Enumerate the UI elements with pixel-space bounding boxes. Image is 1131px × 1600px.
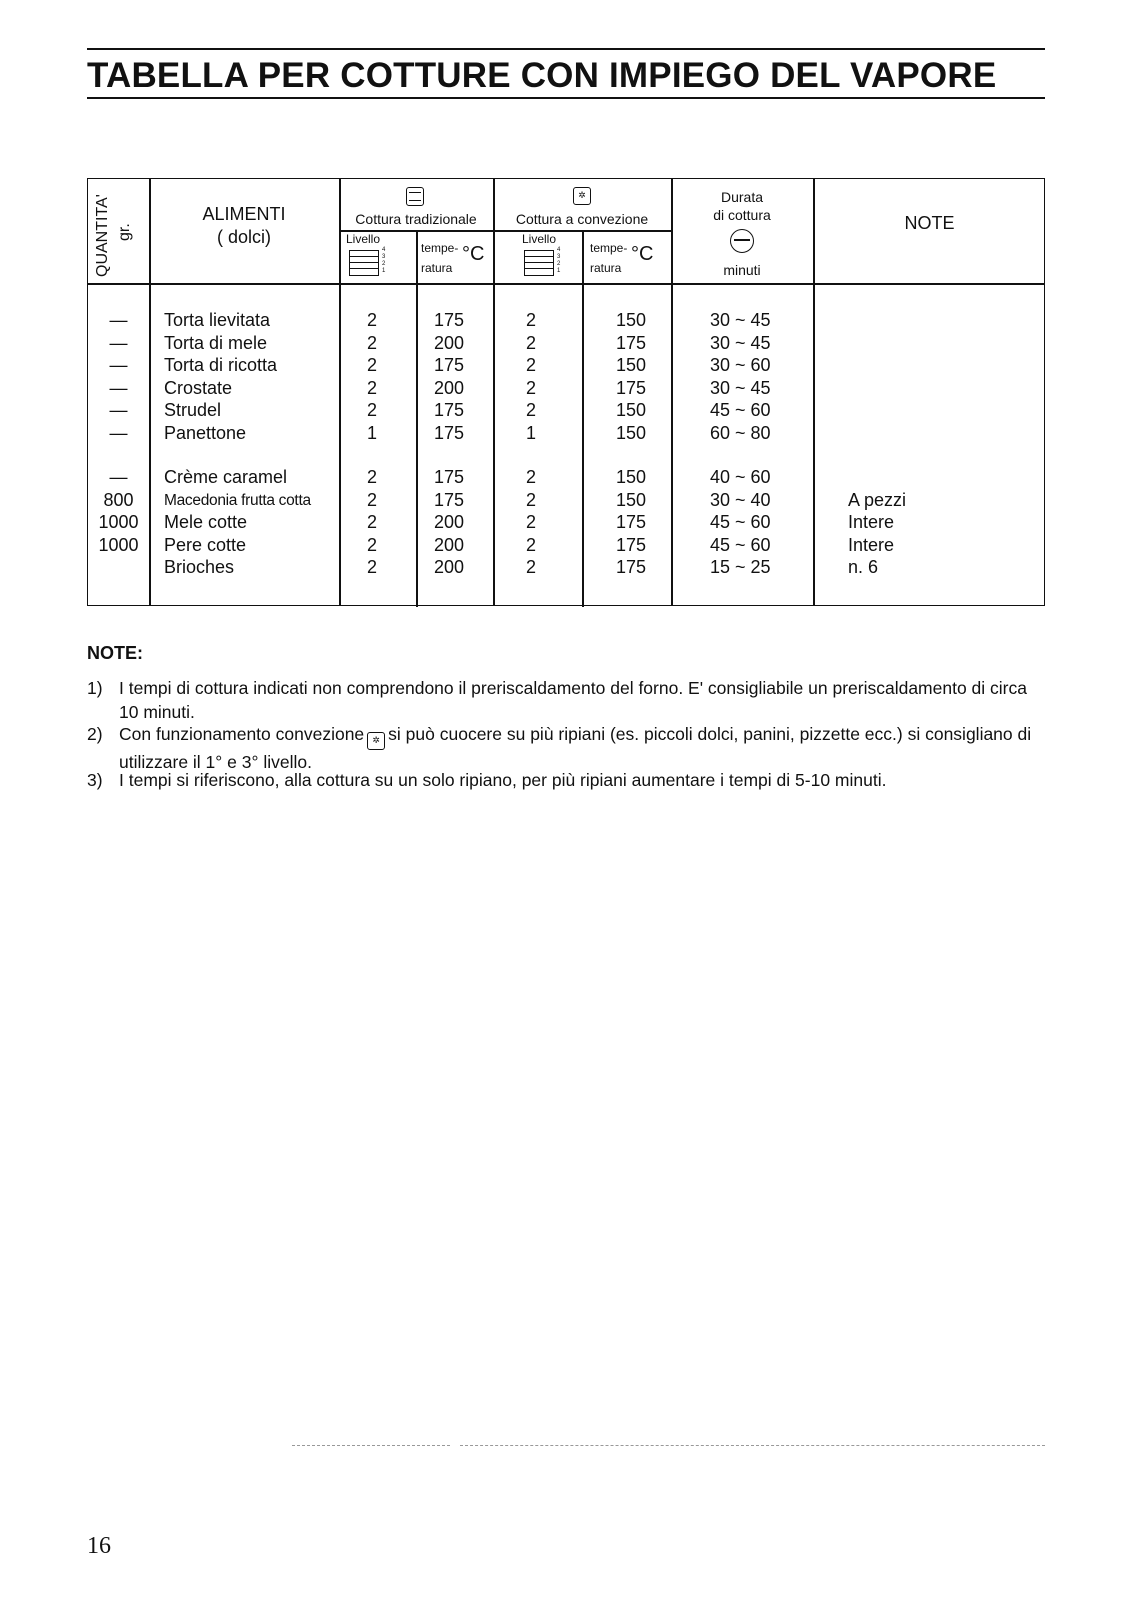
cell-c-level: 2 xyxy=(526,377,537,398)
cell-t-level: 2 xyxy=(367,332,378,353)
cell-time: 40 ~ 60 xyxy=(710,467,771,487)
cell-t-temp: 175 xyxy=(434,400,465,420)
note-header: NOTE xyxy=(904,213,955,233)
cell-c-level: 2 xyxy=(526,310,537,330)
cell-c-level: 2 xyxy=(526,534,537,555)
col-divider xyxy=(339,179,341,605)
note-item xyxy=(87,676,1047,724)
cell-qty: — xyxy=(109,467,128,487)
col-divider xyxy=(813,179,815,605)
cell-t-temp: 200 xyxy=(434,512,465,532)
foods-subheader: ( dolci) xyxy=(216,227,271,247)
cell-t-temp: 200 xyxy=(434,534,465,555)
clock-icon xyxy=(730,229,754,253)
cell-food: Panettone xyxy=(164,422,247,443)
title-top-rule xyxy=(87,48,1045,50)
cell-food: Pere cotte xyxy=(164,534,247,555)
cell-time: 45 ~ 60 xyxy=(710,400,771,420)
cell-time: 15 ~ 25 xyxy=(710,557,771,577)
cell-c-temp: 175 xyxy=(616,534,647,555)
cell-time: 45 ~ 60 xyxy=(710,512,771,532)
header-bottom-line xyxy=(88,283,1044,285)
cell-note: A pezzi xyxy=(848,489,907,510)
cell-food: Torta di ricotta xyxy=(164,355,278,375)
cell-c-level: 2 xyxy=(526,400,537,420)
cell-food: Strudel xyxy=(164,400,222,420)
cell-t-temp: 175 xyxy=(434,355,465,375)
page-number: 16 xyxy=(87,1533,111,1559)
cell-t-level: 2 xyxy=(367,355,378,375)
cell-food: Crostate xyxy=(164,377,233,398)
title-bottom-rule xyxy=(87,97,1045,99)
temp-label-top: tempe- xyxy=(590,241,628,255)
col-divider xyxy=(493,179,495,605)
note-number: 1) xyxy=(87,678,103,698)
level-numbers: 4 3 2 1 xyxy=(382,247,386,274)
level-numbers: 4 3 2 1 xyxy=(557,247,561,274)
col-divider xyxy=(582,284,584,607)
oven-icon xyxy=(406,187,424,206)
quantity-header: QUANTITA' xyxy=(94,194,111,277)
cell-t-level: 2 xyxy=(367,400,378,420)
cell-food: Torta di mele xyxy=(164,332,268,353)
minutes-label: minuti xyxy=(723,262,761,278)
cell-qty: 800 xyxy=(103,489,134,510)
cell-t-level: 2 xyxy=(367,377,378,398)
cell-c-temp: 150 xyxy=(616,310,647,330)
foods-header: ALIMENTI xyxy=(202,204,286,224)
cell-c-level: 2 xyxy=(526,512,537,532)
cell-c-level: 2 xyxy=(526,332,537,353)
cell-qty: — xyxy=(109,332,128,353)
temp-label-top: tempe- xyxy=(421,241,459,255)
duration-header: Durata xyxy=(720,189,764,205)
cell-t-level: 2 xyxy=(367,557,378,577)
cell-t-temp: 200 xyxy=(434,377,465,398)
cell-c-temp: 150 xyxy=(616,422,647,443)
cell-c-temp: 175 xyxy=(616,332,647,353)
cell-food: Mele cotte xyxy=(164,512,248,532)
cell-note: Intere xyxy=(848,512,895,532)
cell-food: Macedonia frutta cotta xyxy=(164,491,311,509)
cell-t-level: 2 xyxy=(367,467,378,487)
col-divider xyxy=(416,284,418,607)
note-item xyxy=(87,768,1047,792)
cell-t-level: 2 xyxy=(367,512,378,532)
temp-label-bottom: ratura xyxy=(590,261,622,275)
cell-qty: — xyxy=(109,377,128,398)
traditional-header: Cottura tradizionale xyxy=(355,211,477,227)
sub-divider xyxy=(582,232,584,284)
cell-c-level: 2 xyxy=(526,557,537,577)
fan-icon: ✲ xyxy=(367,732,385,750)
level-icon xyxy=(349,250,379,276)
cell-time: 30 ~ 45 xyxy=(710,377,771,398)
cell-t-temp: 200 xyxy=(434,557,465,577)
note-text: I tempi di cottura indicati non comprendono il preriscaldamento del forno. E' consigliabile un preriscaldamento di circa 10 minuti. xyxy=(119,678,1027,722)
cell-t-level: 2 xyxy=(367,534,378,555)
cell-t-temp: 175 xyxy=(434,489,465,510)
cell-time: 60 ~ 80 xyxy=(710,422,771,443)
convection-header: Cottura a convezione xyxy=(515,211,649,227)
cell-c-level: 2 xyxy=(526,489,537,510)
cell-food: Crème caramel xyxy=(164,467,288,487)
cell-t-level: 1 xyxy=(367,422,378,443)
cell-c-temp: 175 xyxy=(616,512,647,532)
cell-c-temp: 175 xyxy=(616,377,647,398)
sub-divider xyxy=(416,232,418,284)
cell-qty: 1000 xyxy=(98,512,139,532)
cell-note: Intere xyxy=(848,534,895,555)
cell-food: Torta lievitata xyxy=(164,310,271,330)
page-title: TABELLA PER COTTURE CON IMPIEGO DEL VAPORE xyxy=(87,56,997,95)
header-subline xyxy=(339,230,673,232)
cell-note: n. 6 xyxy=(848,557,879,577)
note-item xyxy=(87,722,1047,770)
cell-t-level: 2 xyxy=(367,310,378,330)
level-label: Livello xyxy=(346,232,381,246)
cell-qty: — xyxy=(109,355,128,375)
note-text: Con funzionamento convezione ✲ si può cuocere su più ripiani (es. piccoli dolci, panini, pizzette ecc.) si consigliano di utilizzare il 1° e 3° livello. xyxy=(119,724,1032,772)
footer-dashed-line xyxy=(460,1445,1045,1447)
notes-heading: NOTE: xyxy=(87,643,143,663)
cell-time: 30 ~ 40 xyxy=(710,489,771,510)
celsius-label: °C xyxy=(631,243,654,265)
level-label: Livello xyxy=(522,232,557,246)
cell-t-temp: 200 xyxy=(434,332,465,353)
cell-t-level: 2 xyxy=(367,489,378,510)
level-icon xyxy=(524,250,554,276)
celsius-label: °C xyxy=(462,243,485,265)
cell-c-level: 2 xyxy=(526,355,537,375)
temp-label-bottom: ratura xyxy=(421,261,453,275)
cell-c-level: 2 xyxy=(526,467,537,487)
col-divider xyxy=(671,179,673,605)
cell-c-temp: 150 xyxy=(616,400,647,420)
cell-c-temp: 150 xyxy=(616,467,647,487)
cell-t-temp: 175 xyxy=(434,310,465,330)
note-number: 3) xyxy=(87,770,103,790)
footer-dashed-line xyxy=(292,1445,450,1447)
cell-c-temp: 175 xyxy=(616,557,647,577)
cell-t-temp: 175 xyxy=(434,422,465,443)
cell-time: 30 ~ 45 xyxy=(710,310,771,330)
cell-time: 30 ~ 45 xyxy=(710,332,771,353)
cell-food: Brioches xyxy=(164,557,235,577)
cell-qty: — xyxy=(109,400,128,420)
quantity-unit: gr. xyxy=(116,223,133,241)
cooking-table xyxy=(87,178,1045,606)
cell-time: 30 ~ 60 xyxy=(710,355,771,375)
note-text: I tempi si riferiscono, alla cottura su un solo ripiano, per più ripiani aumentare i tempi di 5-10 minuti. xyxy=(119,770,887,790)
cell-qty: — xyxy=(109,310,128,330)
cell-c-temp: 150 xyxy=(616,489,647,510)
duration-subheader: di cottura xyxy=(713,207,771,223)
cell-t-temp: 175 xyxy=(434,467,465,487)
fan-icon: ✲ xyxy=(573,187,591,205)
note-number: 2) xyxy=(87,724,103,744)
cell-qty: — xyxy=(109,422,128,443)
cell-time: 45 ~ 60 xyxy=(710,534,771,555)
cell-c-temp: 150 xyxy=(616,355,647,375)
cell-c-level: 1 xyxy=(526,422,537,443)
cell-qty: 1000 xyxy=(98,534,139,555)
